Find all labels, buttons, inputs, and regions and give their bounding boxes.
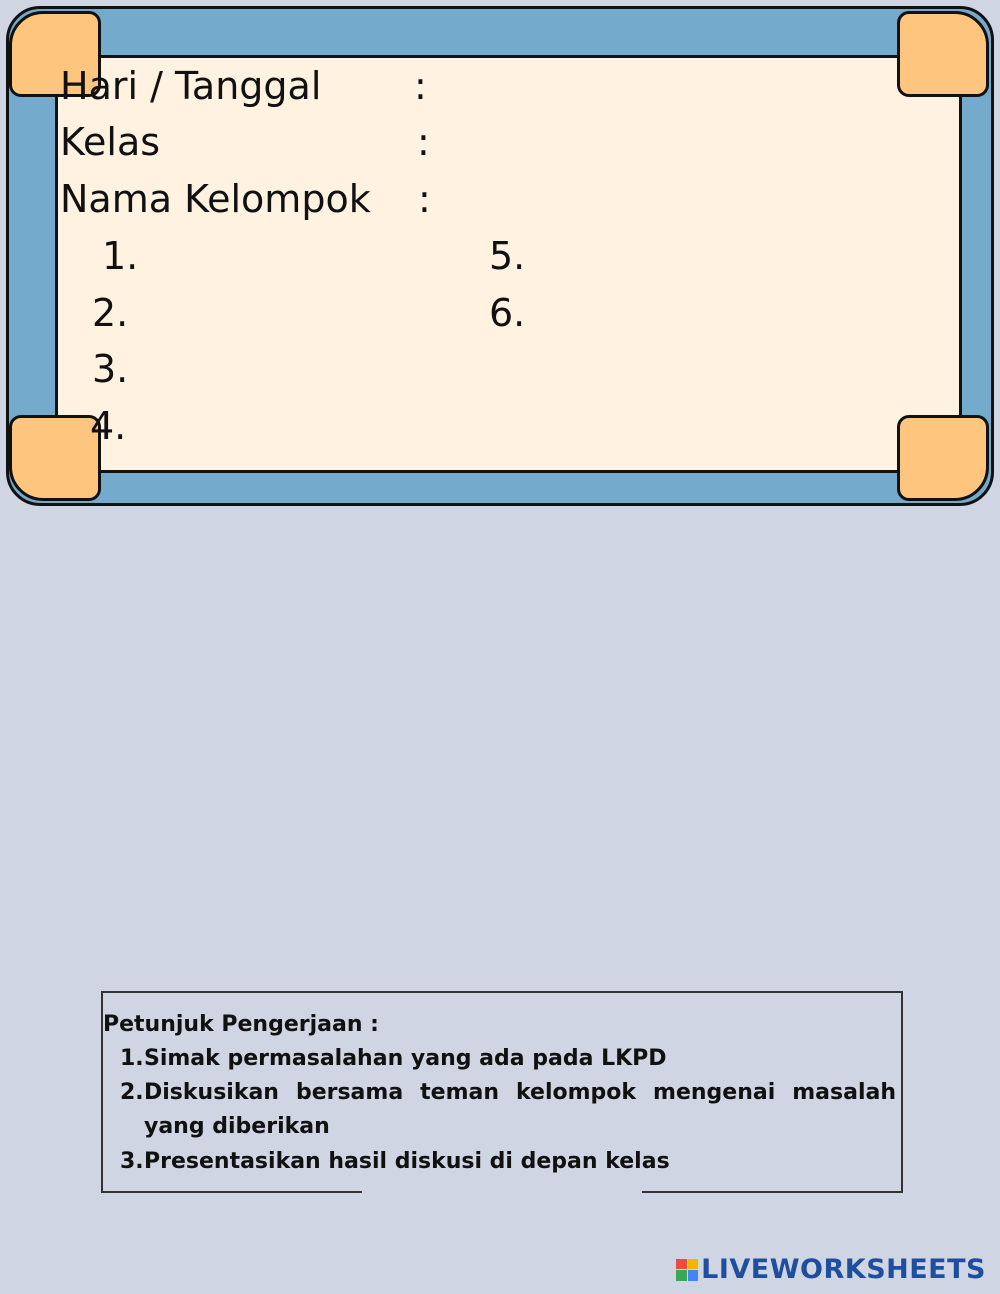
member-number-3: 3. xyxy=(92,347,129,391)
member-number-6: 6. xyxy=(489,291,526,335)
instruction-item-2-continuation: yang diberikan xyxy=(144,1114,330,1139)
instructions-title: Petunjuk Pengerjaan : xyxy=(103,1012,379,1037)
group-colon: : xyxy=(418,177,431,221)
instruction-number: 1. xyxy=(120,1046,144,1071)
instruction-text: Simak permasalahan yang ada pada LKPD xyxy=(144,1046,667,1071)
liveworksheets-logo xyxy=(676,1254,986,1285)
liveworksheets-logo-icon xyxy=(676,1259,698,1281)
class-label: Kelas xyxy=(60,120,161,164)
instructions-box-bottom-right xyxy=(642,1191,903,1193)
instruction-item-2 xyxy=(120,1080,896,1105)
corner-cap-bottom-left xyxy=(9,415,101,501)
date-label: Hari / Tanggal xyxy=(60,64,322,108)
member-number-4: 4. xyxy=(90,404,127,448)
member-number-5: 5. xyxy=(489,234,526,278)
corner-cap-bottom-right xyxy=(897,415,989,501)
group-label: Nama Kelompok xyxy=(60,177,371,221)
instruction-item-1 xyxy=(120,1046,667,1071)
instructions-box-bottom-left xyxy=(101,1191,362,1193)
date-colon: : xyxy=(414,64,427,108)
instruction-text: Diskusikan bersama teman kelompok mengenai masalah xyxy=(144,1080,896,1105)
instruction-text: Presentasikan hasil diskusi di depan kelas xyxy=(144,1149,670,1174)
instruction-number: 3. xyxy=(120,1149,144,1174)
member-number-2: 2. xyxy=(92,291,129,335)
logo-text: LIVEWORKSHEETS xyxy=(701,1254,986,1285)
member-number-1: 1. xyxy=(102,234,139,278)
instruction-number: 2. xyxy=(120,1080,144,1105)
instruction-item-3 xyxy=(120,1149,670,1174)
corner-cap-top-right xyxy=(897,11,989,97)
class-colon: : xyxy=(417,120,430,164)
